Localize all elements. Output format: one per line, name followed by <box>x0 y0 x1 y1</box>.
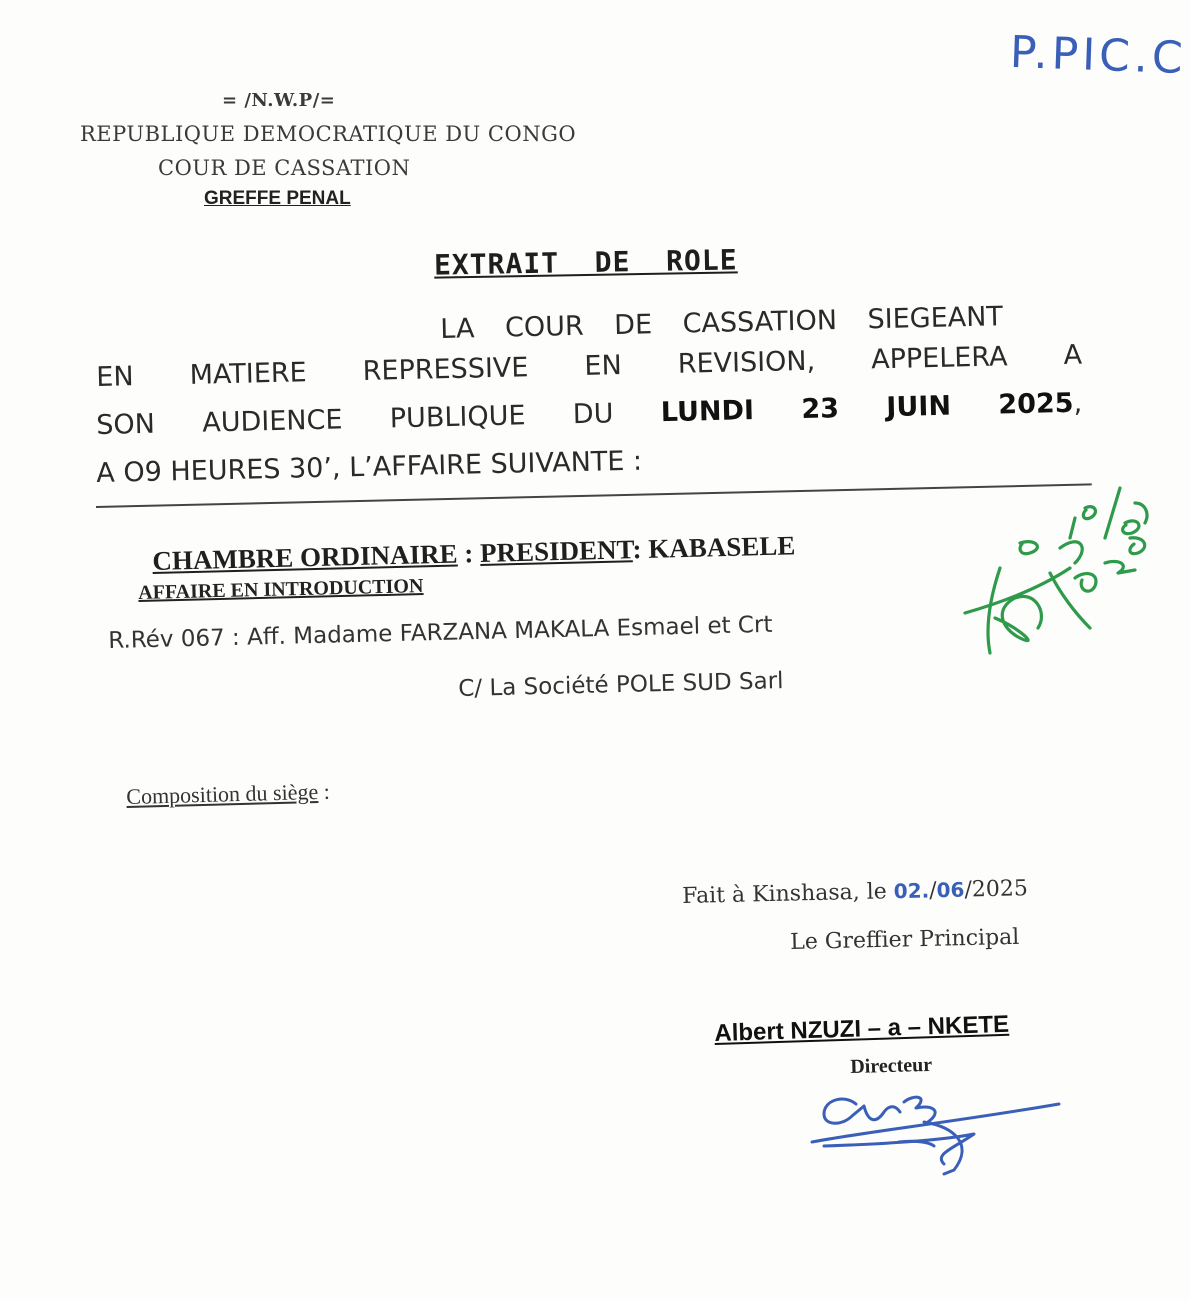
hearing-year: 2025 <box>998 387 1074 421</box>
intro-word: EN <box>96 361 134 393</box>
handwritten-month: 06 <box>936 877 965 903</box>
president-name: KABASELE <box>647 530 796 564</box>
intro-word: A <box>1063 339 1083 372</box>
president-label: PRESIDENT <box>479 534 633 568</box>
chamber-label: CHAMBRE ORDINAIRE <box>152 538 458 576</box>
intro-word: REPRESSIVE <box>362 352 529 387</box>
intro-word: AUDIENCE <box>201 404 343 439</box>
composition-line: Composition du siège : <box>126 778 331 809</box>
intro-word: EN <box>584 350 623 382</box>
handwritten-day: 02. <box>893 878 930 904</box>
intro-word: SON <box>96 408 156 441</box>
case-opposing-party: C/ La Société POLE SUD Sarl <box>458 668 784 702</box>
header-court: COUR DE CASSATION <box>158 156 411 180</box>
intro-word: REVISION, <box>677 345 816 380</box>
affaire-status: AFFAIRE EN INTRODUCTION <box>138 575 424 604</box>
chamber-line: CHAMBRE ORDINAIRE : PRESIDENT: KABASELE <box>152 530 796 576</box>
green-initials-signature <box>960 478 1170 658</box>
intro-line-3 <box>96 388 1082 441</box>
intro-line-4: A O9 HEURES 30’, L’AFFAIRE SUIVANTE : <box>96 445 643 489</box>
intro-word: PUBLIQUE <box>389 400 526 435</box>
intro-comma: , <box>1073 387 1083 419</box>
intro-word: MATIERE <box>189 357 308 391</box>
signatory-title: Directeur <box>850 1053 933 1078</box>
hearing-date-num: 23 <box>801 393 840 425</box>
case-reference: R.Rév 067 : Aff. Madame FARZANA MAKALA Esmael et Crt <box>108 611 773 654</box>
hearing-day: LUNDI <box>660 395 755 429</box>
header-country: REPUBLIQUE DEMOCRATIQUE DU CONGO <box>80 122 577 146</box>
signatory-name: Albert NZUZI – a – NKETE <box>714 1010 1010 1047</box>
intro-line-1-text: LA COUR DE CASSATION SIEGEANT <box>440 301 1004 345</box>
corner-note: P.PIC.C <box>1009 26 1188 85</box>
hearing-month: JUIN <box>886 390 952 424</box>
place-date: Fait à Kinshasa, le 02./06/2025 <box>682 876 1029 909</box>
blue-signature <box>804 1082 1064 1182</box>
intro-line-2 <box>96 340 1082 393</box>
intro-word: APPELERA <box>870 341 1008 376</box>
section-divider <box>96 483 1092 507</box>
intro-word: DU <box>572 398 614 431</box>
composition-label: Composition du siège <box>126 778 319 809</box>
document-title: EXTRAIT DE ROLE <box>433 243 738 282</box>
header-office: GREFFE PENAL <box>204 188 351 209</box>
signatory-role: Le Greffier Principal <box>790 924 1020 955</box>
header-nwp: = /N.W.P/= <box>222 90 336 111</box>
intro-line-1 <box>440 299 1081 345</box>
